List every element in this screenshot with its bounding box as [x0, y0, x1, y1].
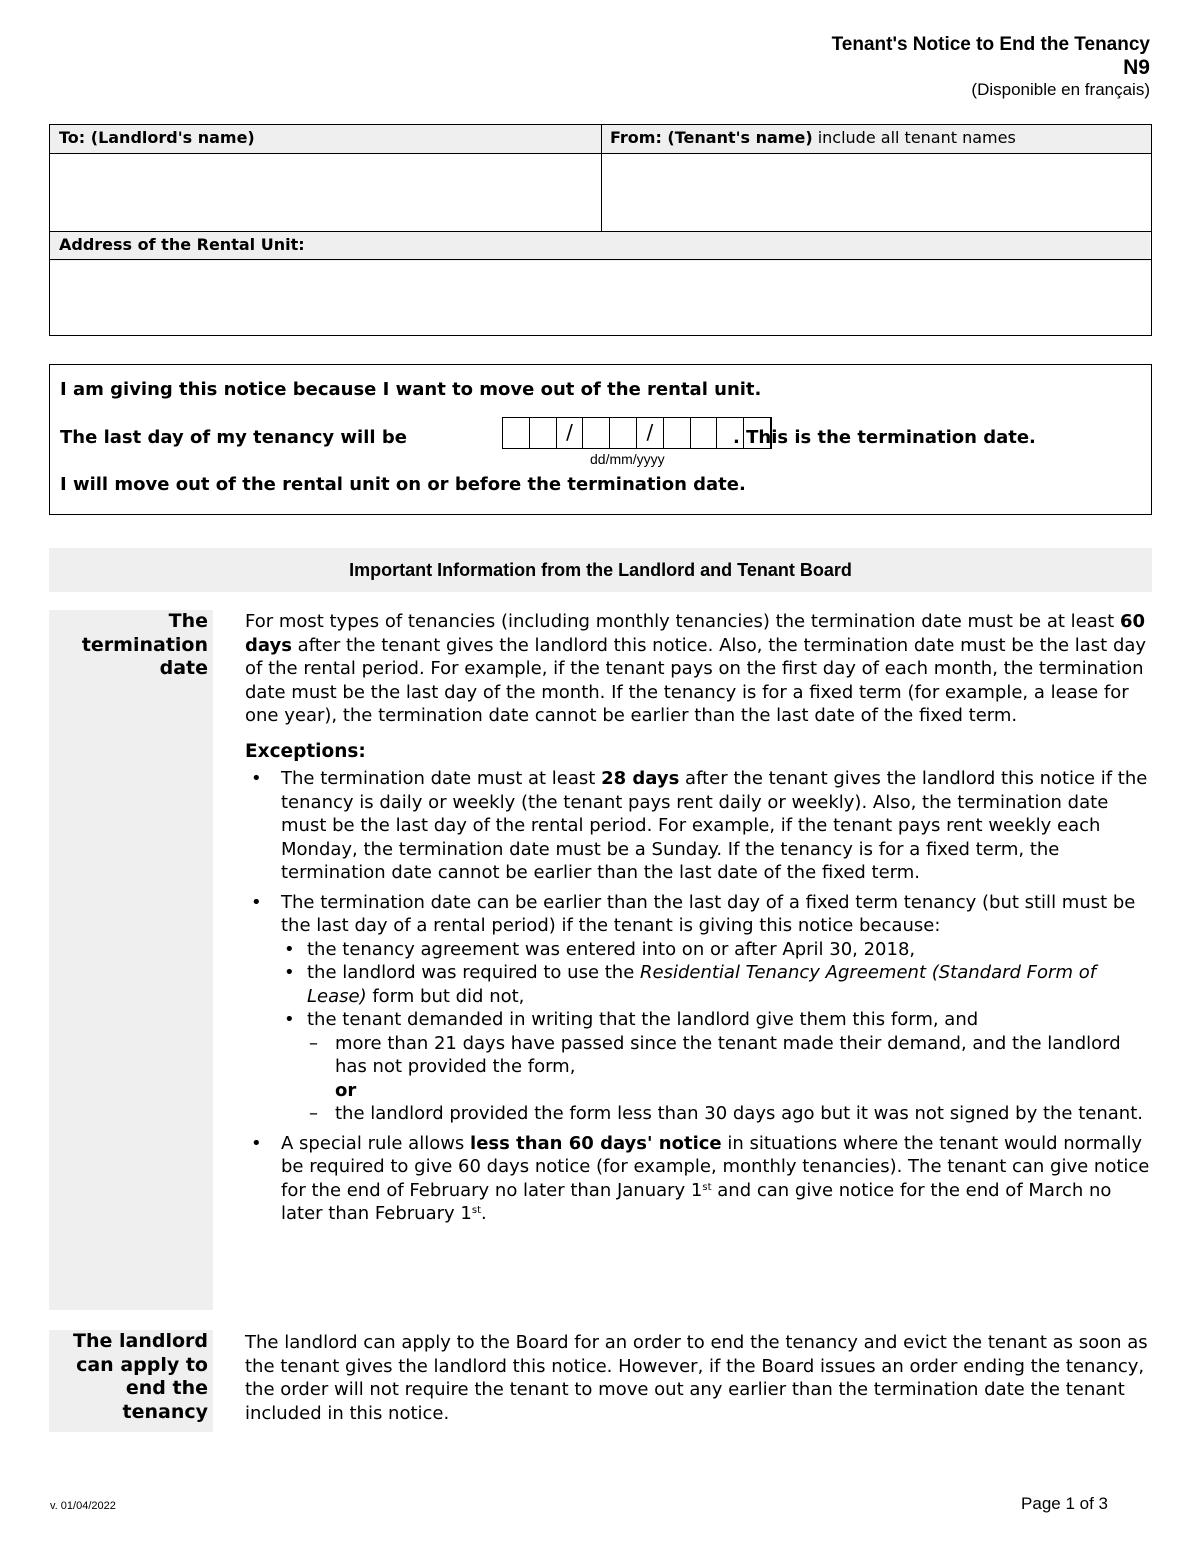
dash-list: [307, 1032, 1150, 1079]
list-item: • The termination date can be earlier than the last day of a fixed term tenancy (but still must be the last day of a rental period) if the tenant is giving this notice because: • the tenancy agreement was entered into on or after April 30, 2018, • the landlord was required to use the Residential Tenancy Agreement (Standard Form of Lease) form but did not, • the tenant demanded in writing that the landlord give them this form, and – more than 21 days have passed since the tenant made their demand, and the landlord has not provided the form, or – the landlord provided the form less than 30 days ago but it was not signed by the tenant.: [245, 891, 1150, 1126]
landlord-name-field[interactable]: [50, 155, 599, 230]
list-item: • The termination date must at least 28 days after the tenant gives the landlord this notice if the tenancy is daily or weekly (the tenant pays rent daily or weekly). Also, the termination date must be the last day of the rental period. For example, if the tenant pays rent weekly each Monday, the termination date must be a Sunday. If the tenancy is for a fixed term, the termination date cannot be earlier than the last date of the fixed term.: [245, 767, 1150, 885]
sub-list-item: • the tenant demanded in writing that the landlord give them this form, and – more than 21 days have passed since the tenant made their demand, and the landlord has not provided the form, or – the landlord provided the form less than 30 days ago but it was not signed by the tenant.: [281, 1008, 1150, 1126]
form-code: N9: [1123, 55, 1150, 79]
version-number: v. 01/04/2022: [50, 1500, 116, 1512]
notice-line-2-suffix: . This is the termination date.: [733, 427, 1036, 448]
date-format-hint: dd/mm/yyyy: [590, 451, 665, 467]
label-line: date: [159, 657, 208, 679]
dash-list-item: – the landlord provided the form less than 30 days ago but it was not signed by the tenant.: [307, 1102, 1150, 1126]
notice-box: [49, 364, 1152, 515]
to-label: To: (Landlord's name): [50, 125, 601, 154]
from-label-cell: [601, 125, 1151, 154]
landlord-apply-content: The landlord can apply to the Board for an order to end the tenancy and evict the tenant as soon as the tenant gives the landlord this notice. However, if the Board issues an order ending the tenancy, the order will not require the tenant to move out any earlier than the termination date the tenant included in this notice.: [245, 1332, 1148, 1424]
date-separator: /: [637, 418, 664, 448]
sub-list-item: • the landlord was required to use the Residential Tenancy Agreement (Standard Form of Lease) form but did not,: [281, 961, 1150, 1008]
exceptions-list: [245, 767, 1150, 1226]
party-table: [49, 124, 1152, 336]
page-number: Page 1 of 3: [1021, 1494, 1108, 1513]
dash-list-item: – more than 21 days have passed since the tenant made their demand, and the landlord has not provided the form,: [307, 1032, 1150, 1079]
label-line: tenancy: [122, 1400, 208, 1423]
landlord-apply-label: [49, 1330, 213, 1432]
termination-date-content: [245, 610, 1150, 1232]
date-digit-box: [503, 418, 530, 448]
notice-line-1: I am giving this notice because I want to move out of the rental unit.: [60, 379, 762, 400]
from-hint: include all tenant names: [812, 128, 1016, 147]
termination-date-label: [49, 610, 213, 1310]
label-line: termination: [81, 633, 208, 656]
or-text: or: [335, 1079, 357, 1101]
label-line: end the: [125, 1377, 208, 1399]
language-note: (Disponible en français): [971, 79, 1150, 99]
date-digit-box: [530, 418, 557, 448]
divider: [50, 259, 1151, 260]
date-separator: /: [557, 418, 584, 448]
divider: [601, 125, 602, 231]
label-line: The: [168, 610, 208, 632]
notice-line-2-prefix: The last day of my tenancy will be: [60, 427, 407, 448]
label-line: The landlord: [73, 1330, 208, 1352]
address-field[interactable]: [50, 261, 1150, 334]
dash-list: [307, 1102, 1150, 1126]
tenant-name-field[interactable]: [603, 155, 1151, 230]
sub-list: [281, 938, 1150, 1126]
sub-list-item: • the tenancy agreement was entered into on or after April 30, 2018,: [281, 938, 1150, 962]
address-label: Address of the Rental Unit:: [50, 232, 1150, 261]
info-band-title: Important Information from the Landlord and Tenant Board: [49, 548, 1152, 592]
date-digit-box: [583, 418, 610, 448]
termination-paragraph: For most types of tenancies (including monthly tenancies) the termination date must be at least 60 days after the tenant gives the landlord this notice. Also, the termination date must be the last day of the rental period. For example, if the tenant pays on the first day of each month, the termination date must be the last day of the month. If the tenancy is for a fixed term (for example, a lease for one year), the termination date cannot be earlier than the last date of the fixed term.: [245, 611, 1147, 726]
form-header: [832, 34, 1150, 100]
termination-date-input[interactable]: [502, 417, 772, 449]
exceptions-heading: Exceptions:: [245, 740, 366, 762]
label-line: can apply to: [76, 1353, 208, 1376]
from-label: From: (Tenant's name): [610, 128, 813, 147]
date-digit-box: [610, 418, 637, 448]
list-item: • A special rule allows less than 60 days' notice in situations where the tenant would normally be required to give 60 days notice (for example, monthly tenancies). The tenant can give notice for the end of February no later than January 1st and can give notice for the end of March no later than February 1st.: [245, 1132, 1150, 1226]
notice-line-3: I will move out of the rental unit on or before the termination date.: [60, 474, 746, 495]
date-digit-box: [664, 418, 691, 448]
form-title: Tenant's Notice to End the Tenancy: [831, 34, 1150, 55]
date-digit-box: [691, 418, 718, 448]
